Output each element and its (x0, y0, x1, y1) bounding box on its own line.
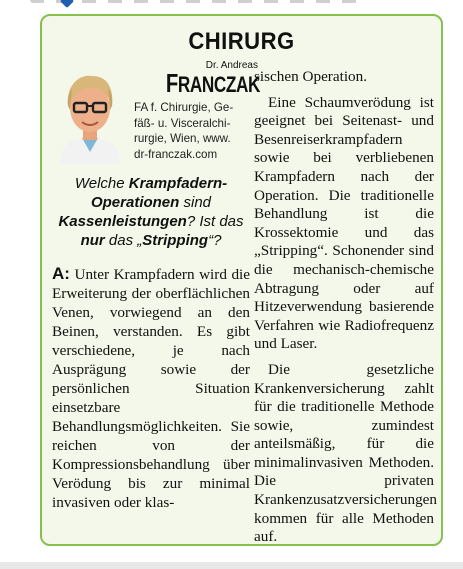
previous-logo-fragment (60, 0, 74, 8)
column-heading: CHIRURG (188, 28, 295, 55)
question-text: “? (208, 232, 222, 249)
answer-paragraph (52, 264, 250, 512)
reader-question (52, 174, 250, 250)
question-emphasis: nur (80, 232, 105, 249)
author-surname-rest: RANCZAK (177, 72, 260, 97)
author-portrait (52, 64, 128, 164)
column-box (40, 14, 443, 546)
author-photo (52, 64, 128, 164)
bio-line: FA f. Chirurgie, Ge- (134, 101, 234, 114)
bio-line: rurgie, Wien, www. (134, 132, 231, 145)
author-surname-initial: F (165, 68, 178, 98)
continuation-paragraph: Die gesetzliche Krankenversicherung zahlt für die traditionelle Methode sowie, zumindest anteilsmäßig, für die minimalinvasiven Methoden. Die privaten Krankenzusatzversicherungen kommen für alle Methoden auf. (254, 360, 438, 546)
answer-text: Unter Krampfadern wird die Erweiterung der oberflächlichen Venen, vorwiegend an den Beinen, verstanden. Es gibt verschiedene, je nach Ausprägung sowie der persönlichen Situation einsetzbare Behandlungsmöglichkeiten. Sie reichen von der Kompressionsbehandlung über Verödung bis zur minimal invasiven oder klas- (52, 266, 250, 511)
question-text: sind (179, 194, 212, 211)
question-emphasis: Kassenleistungen (58, 213, 187, 230)
continuation-paragraph: sischen Operation. (254, 68, 368, 85)
question-emphasis: Krampfadern-Operationen (90, 175, 228, 211)
question-text: Welche (74, 175, 129, 192)
bio-line: fäß- u. Visceralchi- (134, 116, 231, 130)
previous-article-edge (0, 0, 463, 12)
question-text: das „ (104, 232, 143, 249)
answer-lead: A: (52, 264, 70, 283)
author-surname (165, 68, 260, 99)
bio-line: dr-franczak.com (134, 147, 218, 161)
question-emphasis: Stripping (142, 232, 209, 249)
page-bottom-edge (0, 562, 463, 569)
author-bio (134, 100, 246, 162)
author-first-name: Dr. Andreas (205, 60, 258, 71)
continuation-paragraph: Eine Schaumverödung ist geeignet bei Seitenast- und Besenreiserkrampfadern sowie bei verbliebenen Krampfadern nach der Operation. Die traditionelle Behandlung ist die Krossektomie und das „Stripping“. Schonender sind die mechanisch-chemische Abtragung oder auf Hitzeverwendung basierende Verfahren wie Radiofrequenz und Laser. (254, 93, 434, 353)
question-text: ? Ist das (186, 213, 244, 230)
answer-continuation (254, 68, 438, 547)
previous-heading-fragment (30, 0, 360, 3)
